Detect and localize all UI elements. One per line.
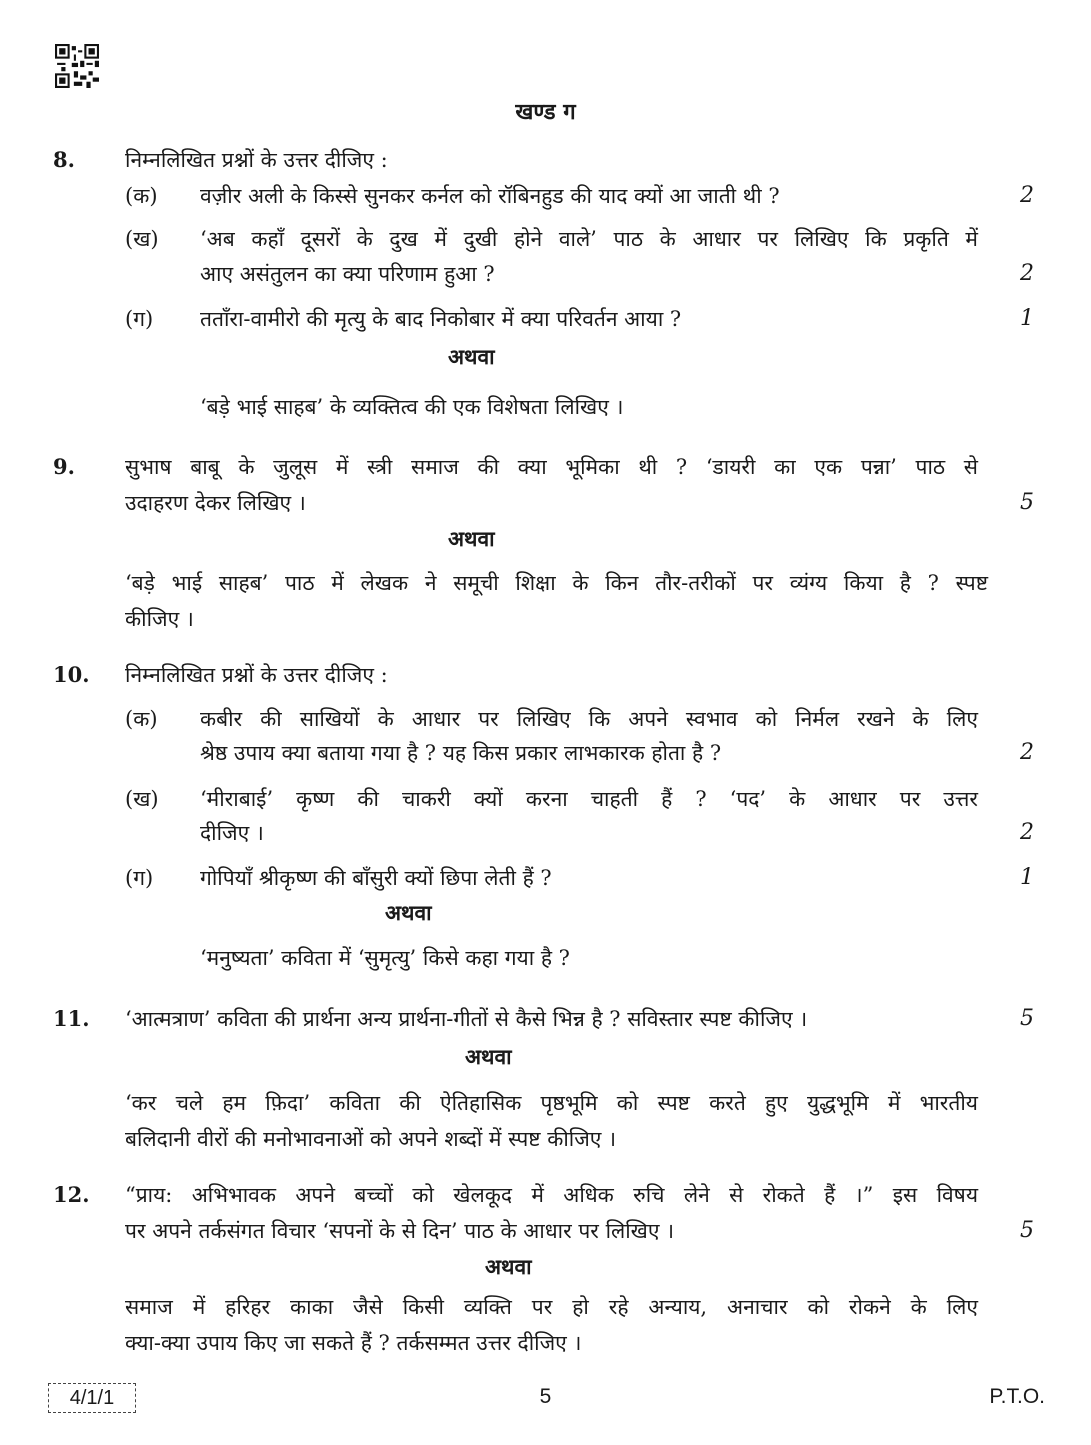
marks: 2 [1020,820,1034,845]
marks: 5 [1020,1218,1034,1243]
sub-question-text: श्रेष्ठ उपाय क्या बताया गया है ? यह किस प्रकार लाभकारक होता है ? [200,741,722,765]
marks: 1 [1020,306,1034,331]
question-number: 8. [53,147,75,172]
alternative-question: क्या-क्या उपाय किए जा सकते हैं ? तर्कसम्मत उत्तर दीजिए । [125,1331,582,1355]
sub-question-text: ‘मीराबाई’ कृष्ण की चाकरी क्यों करना चाहती हैं ? ‘पद’ के आधार पर उत्तर [200,787,978,811]
sub-question-text: वज़ीर अली के किस्से सुनकर कर्नल को रॉबिनहुड की याद क्यों आ जाती थी ? [200,184,780,208]
section-title: खण्ड ग [515,99,576,125]
qr-code-icon [55,44,99,88]
alternative-question: ‘कर चले हम फ़िदा’ कविता की ऐतिहासिक पृष्ठभूमि को स्पष्ट करते हुए युद्धभूमि में भारतीय [125,1091,978,1115]
sub-question-text: कबीर की साखियों के आधार पर लिखिए कि अपने स्वभाव को निर्मल रखने के लिए [200,707,978,731]
or-heading: अथवा [448,526,495,551]
marks: 2 [1020,261,1034,286]
or-heading: अथवा [465,1044,512,1069]
question-number: 10. [53,662,90,687]
sub-question-label: (ग) [125,307,154,331]
question-text: उदाहरण देकर लिखिए । [125,491,306,515]
marks: 2 [1020,740,1034,765]
alternative-question: बलिदानी वीरों की मनोभावनाओं को अपने शब्दों में स्पष्ट कीजिए । [125,1127,617,1151]
alternative-question: समाज में हरिहर काका जैसे किसी व्यक्ति पर हो रहे अन्याय, अनाचार को रोकने के लिए [125,1295,978,1319]
sub-question-text: गोपियाँ श्रीकृष्ण की बाँसुरी क्यों छिपा लेती हैं ? [200,866,552,890]
or-heading: अथवा [485,1254,532,1279]
pto-label: P.T.O. [989,1385,1045,1408]
sub-question-label: (ग) [125,866,154,890]
marks: 1 [1020,865,1034,890]
sub-question-text: आए असंतुलन का क्या परिणाम हुआ ? [200,262,495,286]
paper-code: 4/1/1 [48,1383,136,1413]
alternative-question: ‘बड़े भाई साहब’ के व्यक्तित्व की एक विशेषता लिखिए । [200,395,624,419]
question-intro: निम्नलिखित प्रश्नों के उत्तर दीजिए : [125,663,388,687]
question-number: 12. [53,1182,90,1207]
marks: 2 [1020,183,1034,208]
or-heading: अथवा [385,900,432,925]
question-intro: निम्नलिखित प्रश्नों के उत्तर दीजिए : [125,148,388,172]
marks: 5 [1020,1006,1034,1031]
sub-question-text: तताँरा-वामीरो की मृत्यु के बाद निकोबार में क्या परिवर्तन आया ? [200,307,682,331]
sub-question-text: दीजिए । [200,821,264,845]
question-text: सुभाष बाबू के जुलूस में स्त्री समाज की क्या भूमिका थी ? ‘डायरी का एक पन्ना’ पाठ से [125,455,978,479]
alternative-question: ‘मनुष्यता’ कविता में ‘सुमृत्यु’ किसे कहा गया है ? [200,946,570,970]
question-text: ‘आत्मत्राण’ कविता की प्रार्थना अन्य प्रार्थना-गीतों से कैसे भिन्न है ? सविस्तार स्पष्ट कीजिए । [125,1007,808,1031]
alternative-question: कीजिए । [125,607,194,631]
question-text: पर अपने तर्कसंगत विचार ‘सपनों के से दिन’ पाठ के आधार पर लिखिए । [125,1219,675,1243]
sub-question-label: (ख) [125,787,159,811]
sub-question-label: (ख) [125,227,159,251]
marks: 5 [1020,490,1034,515]
alternative-question: ‘बड़े भाई साहब’ पाठ में लेखक ने समूची शिक्षा के किन तौर-तरीकों पर व्यंग्य किया है ? स्पष्ट [125,571,988,595]
sub-question-label: (क) [125,707,158,731]
page-number: 5 [539,1385,552,1408]
or-heading: अथवा [448,344,495,369]
sub-question-text: ‘अब कहाँ दूसरों के दुख में दुखी होने वाले’ पाठ के आधार पर लिखिए कि प्रकृति में [200,227,978,251]
question-number: 11. [53,1006,90,1031]
question-text: “प्राय: अभिभावक अपने बच्चों को खेलकूद में अधिक रुचि लेने से रोकते हैं ।” इस विषय [125,1183,978,1207]
sub-question-label: (क) [125,184,158,208]
question-number: 9. [53,454,75,479]
